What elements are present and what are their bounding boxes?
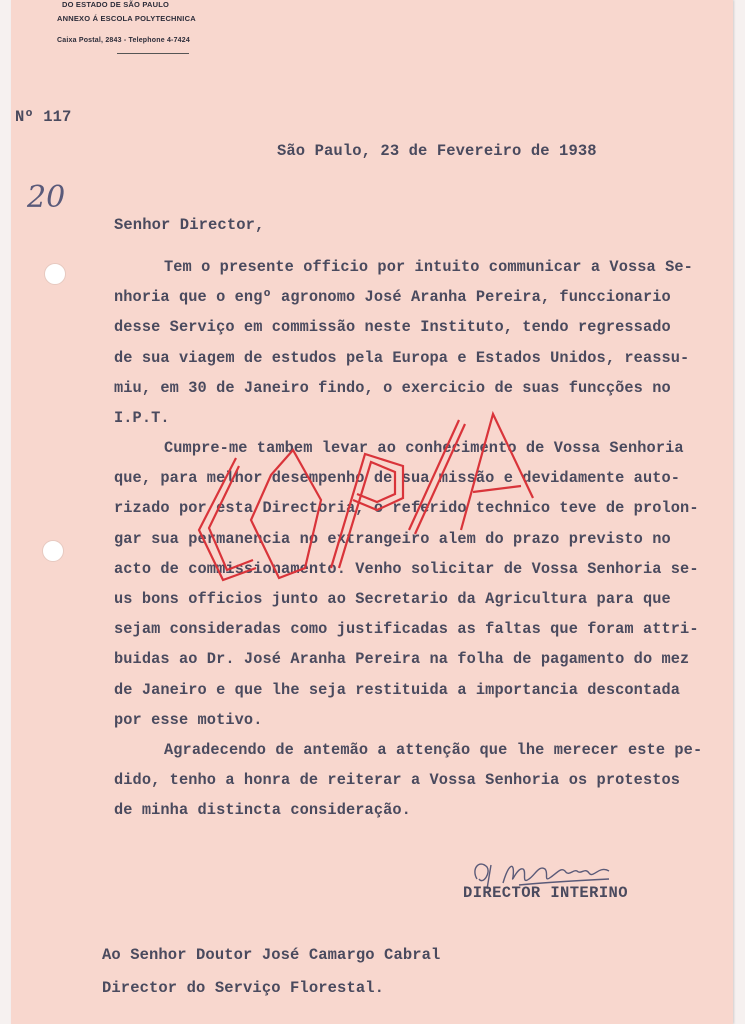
body-line: dido, tenho a honra de reiterar a Vossa Senhoria os protestos	[114, 771, 681, 790]
body-line: rizado por esta Directoria, o referido technico teve de prolon-	[114, 499, 699, 518]
body-line: que, para melhor desempenho de sua missão e devidamente auto-	[114, 469, 681, 488]
body-line: de minha distincta consideração.	[114, 801, 411, 820]
handwritten-number: 20	[27, 180, 66, 215]
letterhead-line-2: ANNEXO Á ESCOLA POLYTECHNICA	[57, 14, 196, 23]
body-line: acto de commissionamento. Venho solicitar de Vossa Senhoria se-	[114, 559, 699, 578]
copia-stamp-letters	[199, 414, 533, 580]
body-line: Agradecendo de antemão a attenção que lhe merecer este pe-	[164, 741, 703, 759]
reference-number: Nº 117	[15, 108, 72, 126]
body-line: buidas ao Dr. José Aranha Pereira na folha de pagamento do mez	[114, 650, 690, 669]
document-page	[11, 0, 733, 1024]
letterhead-contact: Caixa Postal, 2843 - Telephone 4-7424	[57, 37, 190, 44]
body-line: por esse motivo.	[114, 710, 263, 729]
body-line: nhoria que o engº agronomo José Aranha Pereira, funccionario	[114, 288, 671, 307]
body-line: de sua viagem de estudos pela Europa e Estados Unidos, reassu-	[114, 348, 690, 367]
body-line: Tem o presente officio por intuito communicar a Vossa Se-	[164, 258, 693, 276]
signature-title: DIRECTOR INTERINO	[463, 884, 628, 902]
body-line: sejam consideradas como justificadas as faltas que foram attri-	[114, 620, 699, 639]
body-line: I.P.T.	[114, 409, 170, 427]
binder-hole-top	[44, 263, 66, 285]
body-line: us bons officios junto ao Secretario da Agricultura para que	[114, 590, 671, 608]
body-line: de Janeiro e que lhe seja restituida a importancia descontada	[114, 680, 681, 699]
letterhead-line-1: DO ESTADO DE SÃO PAULO	[62, 0, 170, 9]
place-date: São Paulo, 23 de Fevereiro de 1938	[277, 142, 597, 160]
body-line: gar sua permanencia no extrangeiro alem do prazo previsto no	[114, 529, 671, 548]
copia-stamp	[181, 380, 571, 600]
body-line: desse Serviço em commissão neste Instituto, tendo regressado	[114, 318, 671, 337]
body-line: miu, em 30 de Janeiro findo, o exercicio de suas funcções no	[114, 378, 671, 397]
addressee-line-1: Ao Senhor Doutor José Camargo Cabral	[102, 946, 441, 964]
body-line: Cumpre-me tambem levar ao conhecimento de Vossa Senhoria	[164, 439, 684, 457]
letterhead-rule	[117, 53, 189, 54]
salutation: Senhor Director,	[114, 216, 265, 234]
addressee-line-2: Director do Serviço Florestal.	[102, 979, 385, 997]
binder-hole-bottom	[42, 540, 64, 562]
